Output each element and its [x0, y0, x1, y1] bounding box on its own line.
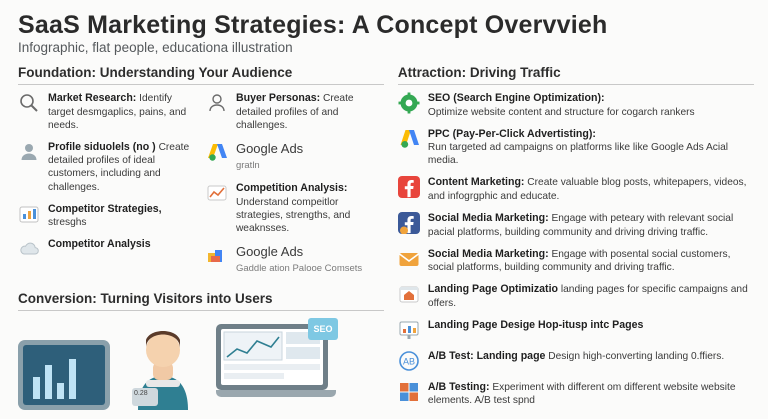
- list-item: [398, 350, 754, 372]
- list-item-text: [428, 319, 643, 333]
- list-item: [398, 176, 754, 203]
- list-item: [398, 283, 754, 310]
- list-item: [398, 248, 754, 275]
- list-item-title: Landing Page Optimizatio: [427, 283, 558, 296]
- list-item-text: [428, 350, 724, 364]
- list-item-title: Social Media Marketing:: [427, 247, 549, 260]
- list-item-text: [428, 176, 754, 203]
- google-ads-text: [236, 141, 303, 172]
- foundation-grid: [18, 92, 384, 285]
- list-item-text: [428, 212, 754, 239]
- list-item-text: [48, 238, 151, 252]
- page-title: SaaS Marketing Strategies: A Concept Overvvieh: [18, 11, 608, 39]
- list-item-body: Create detailed profiles of ideal customers, including and challenges.: [48, 141, 190, 193]
- envelope-icon: [398, 248, 420, 270]
- laptop-illustration: [216, 324, 336, 410]
- google-ads-triangle-icon: [398, 128, 420, 150]
- foundation-left-items: [18, 92, 196, 285]
- list-item-title: Market Research:: [48, 92, 137, 105]
- conversion-section: [18, 291, 384, 410]
- list-item-title: Content Marketing:: [427, 176, 525, 189]
- list-item: [206, 92, 384, 132]
- list-item-title: Social Media Marketing:: [427, 212, 549, 225]
- list-item-text: [236, 182, 384, 235]
- list-item-title: Buyer Personas:: [235, 92, 321, 105]
- conversion-illustration: [18, 318, 384, 410]
- list-item: [398, 212, 754, 239]
- left-column: [18, 65, 384, 416]
- ab-testing-grid-icon: [398, 381, 420, 403]
- google-ads-sub: gratln: [235, 160, 260, 172]
- google-ads-boxes-icon: [206, 244, 228, 266]
- cloud-icon: [18, 238, 40, 260]
- gear-green-icon: [398, 92, 420, 114]
- conversion-heading: Conversion: Turning Visitors into Users: [18, 291, 384, 311]
- attraction-heading: Attraction: Driving Traffic: [398, 65, 754, 85]
- list-item-text: [428, 92, 695, 119]
- list-item-body: Engage with peteary with relevant social pacial platforms, building community and driving driving traffic.: [427, 213, 734, 238]
- list-item-body: Optimize website content and structure for cogarch rankers: [427, 106, 695, 118]
- tablet-illustration: [18, 340, 110, 410]
- list-item-body: Create valuable blog posts, whitepapers, videos, and infogrgphic and educate.: [427, 177, 747, 203]
- svg-text:AB: AB: [402, 356, 415, 367]
- list-item-text: [428, 381, 754, 408]
- tablet-screen: [23, 345, 105, 405]
- list-item-body: Engage with posental social customers, social platforms, building community and driving traffic.: [427, 248, 731, 274]
- page-subtitle: Infographic, flat people, educationa illustration: [18, 40, 293, 56]
- list-item-body: Run targeted ad campaigns on platforms like like Google Ads Acial media.: [427, 142, 729, 167]
- google-ads-boxes-text: [236, 244, 362, 275]
- magnifier-icon: [18, 92, 40, 114]
- foundation-heading: Foundation: Understanding Your Audience: [18, 65, 384, 85]
- list-item: [18, 203, 196, 230]
- tablet-value-label: 0.28: [134, 389, 148, 397]
- line-chart-icon: [206, 182, 228, 204]
- google-ads-boxes-title: Google Ads: [235, 243, 304, 259]
- list-item-body: landing pages for specific campaigns and offers.: [427, 284, 748, 309]
- list-item-text: [428, 248, 754, 275]
- list-item: [18, 141, 196, 194]
- list-item-title: A/B Testing:: [427, 380, 490, 393]
- list-item-text: [48, 141, 196, 194]
- list-item-title: A/B Test: Landing page: [427, 349, 546, 362]
- list-item: [398, 128, 754, 168]
- list-item: [206, 182, 384, 235]
- ab-test-icon: [398, 350, 420, 372]
- list-item-title: Landing Page Desige Hop-itusp intc Pages: [427, 318, 644, 331]
- google-ads-title: Google Ads: [235, 140, 304, 156]
- tablet-bar: [45, 365, 52, 399]
- list-item-text: [48, 203, 196, 230]
- list-item-text: [236, 92, 384, 132]
- list-item-body: stresghs: [48, 217, 87, 229]
- right-column: [398, 65, 754, 416]
- person-illustration: [126, 318, 200, 410]
- persona-icon: [206, 92, 228, 114]
- tablet-bar: [69, 359, 76, 399]
- list-item: [18, 238, 196, 260]
- list-item-body: Understand compeitlor strategies, strengths, and weaknsses.: [235, 196, 351, 234]
- list-item-body: Create detailed profiles of and challenges.: [235, 93, 354, 131]
- list-item: [398, 319, 754, 341]
- list-item-title: SEO (Search Engine Optimization):: [427, 92, 605, 105]
- content-columns: [18, 65, 754, 416]
- list-item-title: Competition Analysis:: [235, 182, 348, 195]
- list-item-title: Competitor Analysis: [48, 238, 151, 251]
- home-page-icon: [398, 283, 420, 305]
- user-profile-icon: [18, 141, 40, 163]
- list-item-title: Profile siduolels (no ): [48, 140, 156, 153]
- list-item-text: [48, 92, 196, 132]
- list-item: [398, 92, 754, 119]
- list-item: [398, 381, 754, 408]
- list-item-text: [428, 283, 754, 310]
- google-ads-block: [206, 141, 384, 172]
- google-ads-boxes-block: [206, 244, 384, 275]
- bar-chart-icon: [18, 203, 40, 225]
- laptop-base: [216, 390, 336, 397]
- presentation-icon: [398, 319, 420, 341]
- facebook-social-icon: [398, 212, 420, 234]
- list-item-body: Design high-converting landing 0.ffiers.: [548, 350, 725, 362]
- list-item-body: Identify target desmgaplics, pains, and needs.: [48, 93, 187, 131]
- list-item: [18, 92, 196, 132]
- list-item-text: [428, 128, 754, 168]
- seo-badge: SEO: [308, 318, 338, 340]
- google-ads-boxes-sub: Gaddle ation Palooe Comsets: [235, 263, 363, 275]
- tablet-bar: [33, 377, 40, 399]
- google-ads-icon: [206, 141, 228, 163]
- tablet-bar: [57, 383, 64, 399]
- foundation-right-items: [206, 92, 384, 285]
- list-item-body: Experiment with different om different website website elements. A/B test spnd: [427, 381, 736, 407]
- list-item-title: PPC (Pay-Per-Click Advertisting):: [427, 127, 596, 140]
- facebook-icon: [398, 176, 420, 198]
- list-item-title: Competitor Strategies,: [48, 202, 162, 215]
